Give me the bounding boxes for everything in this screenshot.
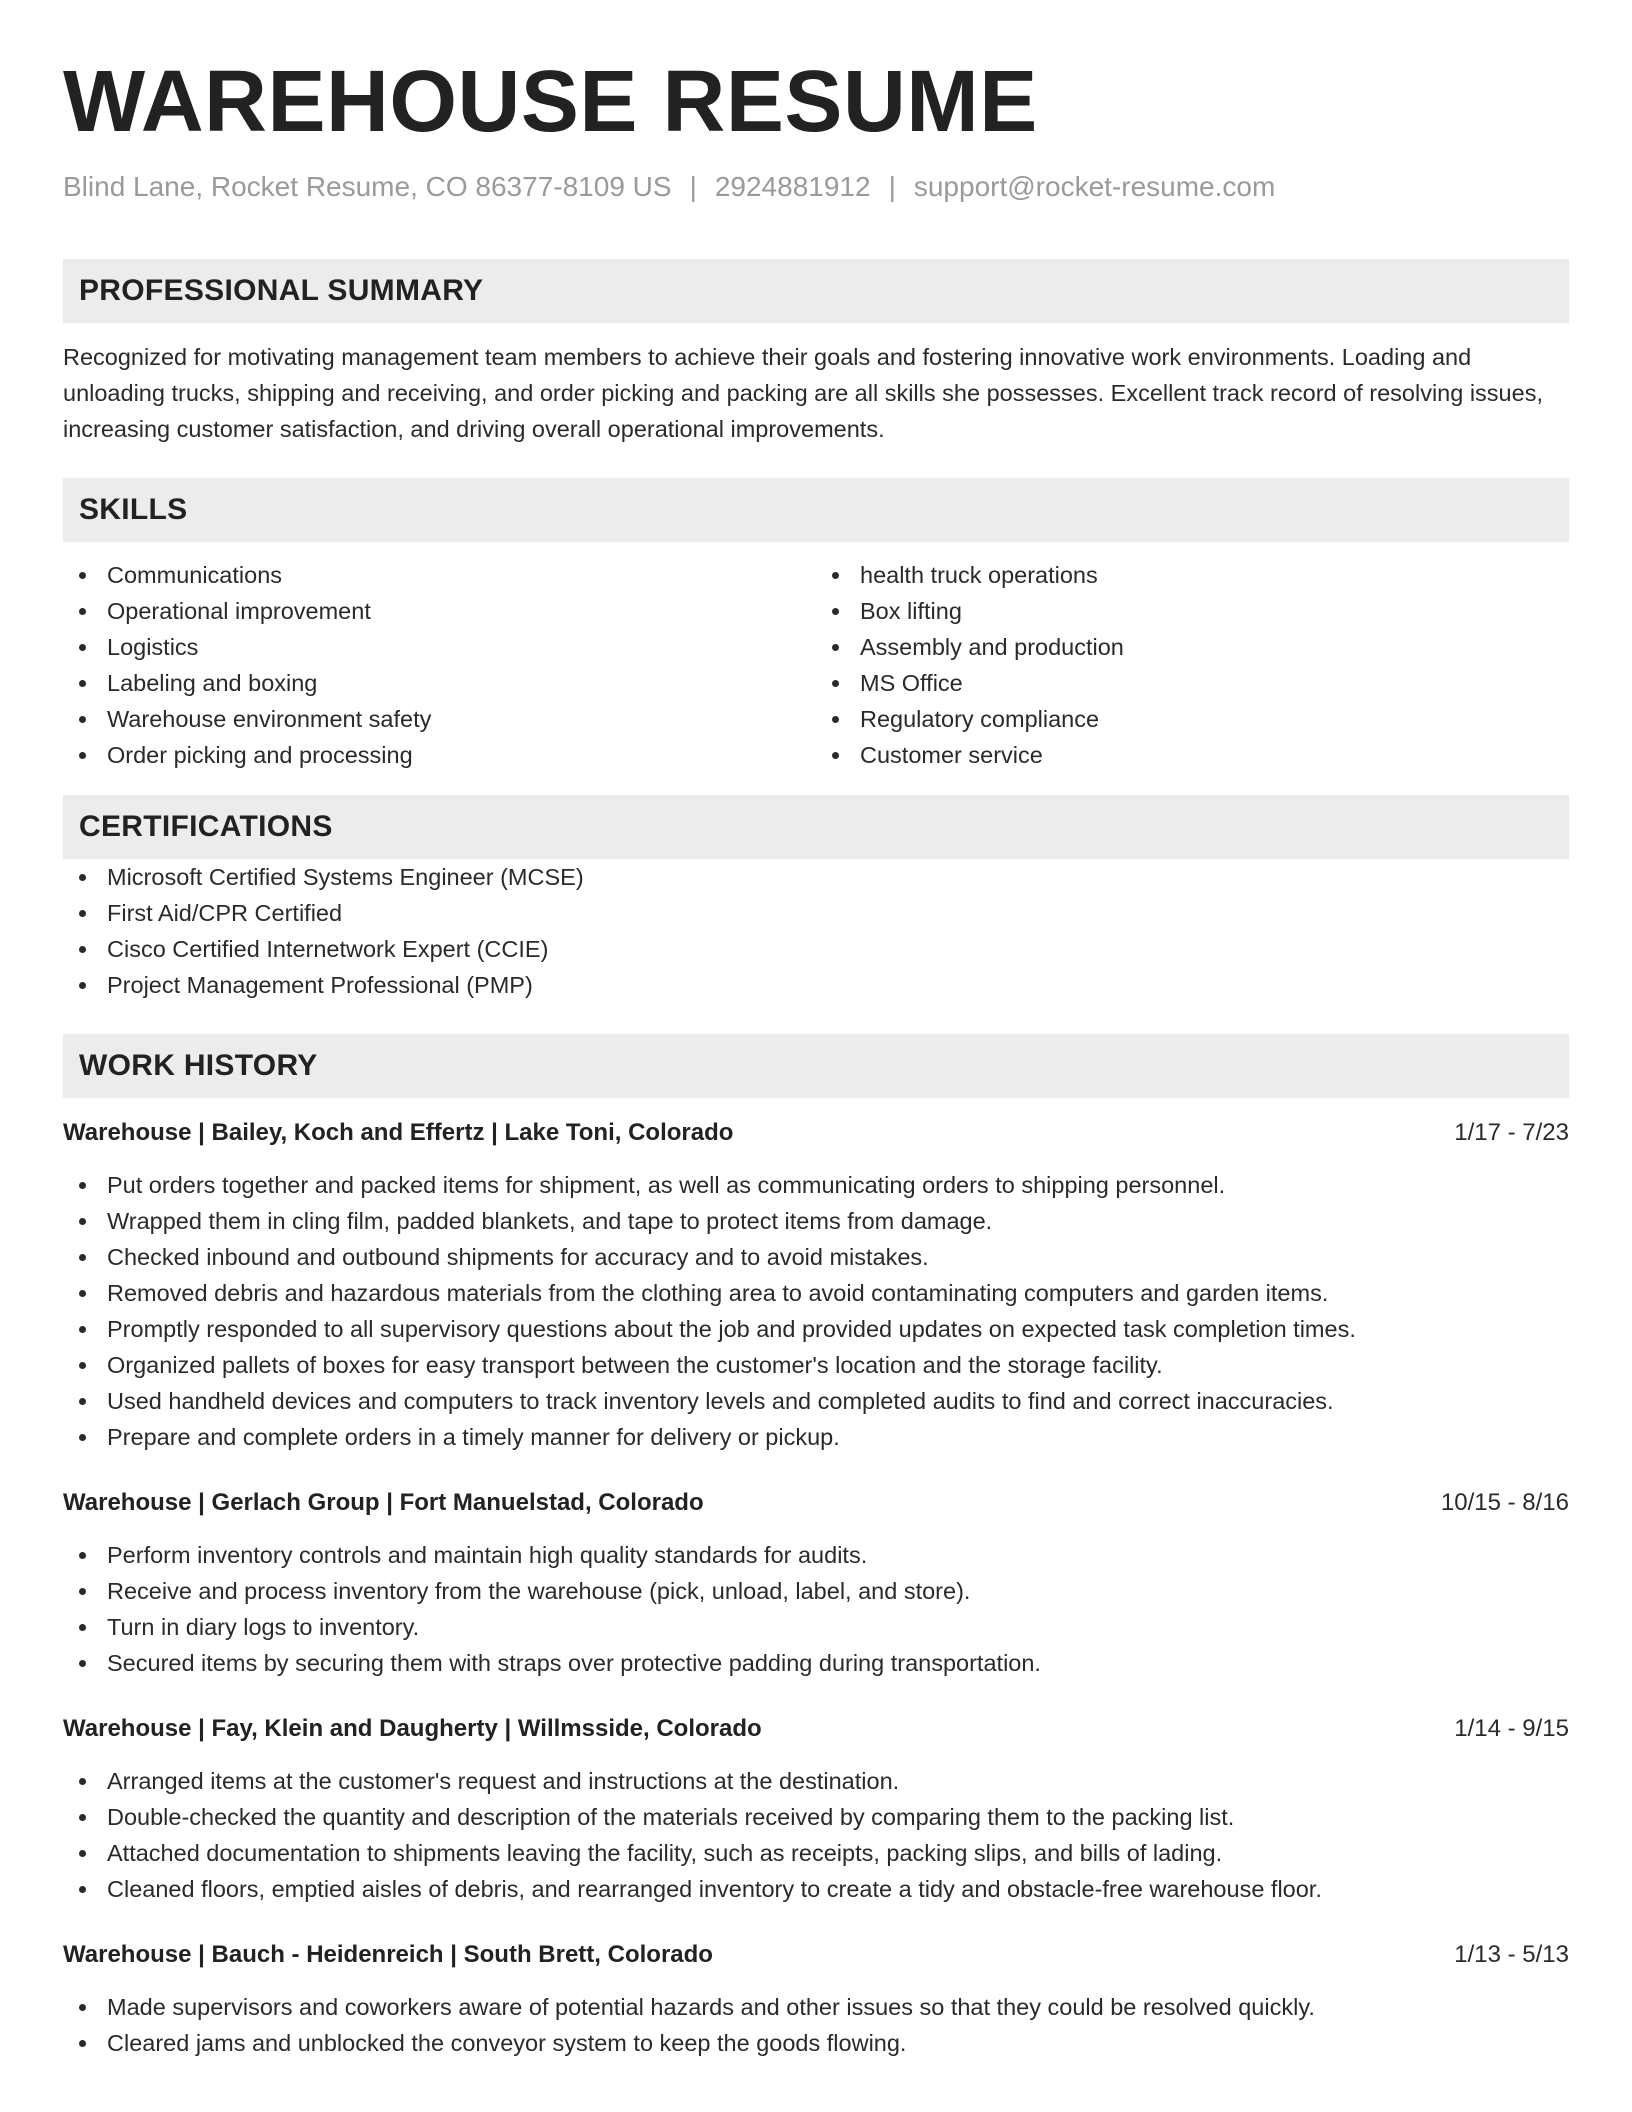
- job-duty-item: Turn in diary logs to inventory.: [63, 1609, 1569, 1645]
- job-duty-item: Secured items by securing them with straps over protective padding during transportation.: [63, 1645, 1569, 1681]
- skill-item: Warehouse environment safety: [63, 701, 816, 737]
- job-header: [63, 1937, 1569, 1973]
- summary-text: Recognized for motivating management team members to achieve their goals and fostering innovative work environments. Loading and unloading trucks, shipping and receiving, and order picking and packing are all skills she possesses. Excellent track record of resolving issues, increasing customer satisfaction, and driving overall operational improvements.: [63, 344, 1543, 442]
- skill-item: Order picking and processing: [63, 737, 816, 773]
- certification-item: Project Management Professional (PMP): [63, 967, 1569, 1003]
- skill-item: Regulatory compliance: [816, 701, 1569, 737]
- job-dates: 1/13 - 5/13: [1454, 1941, 1569, 1968]
- skill-item: Operational improvement: [63, 593, 816, 629]
- job-duty-item: Cleaned floors, emptied aisles of debris, and rearranged inventory to create a tidy and obstacle-free warehouse floor.: [63, 1871, 1569, 1907]
- contact-line: [63, 170, 1569, 204]
- certification-item: Cisco Certified Internetwork Expert (CCIE): [63, 931, 1569, 967]
- job-dates: 10/15 - 8/16: [1440, 1489, 1569, 1516]
- skill-item: health truck operations: [816, 557, 1569, 593]
- job-header: [63, 1485, 1569, 1521]
- skills-column-right: [816, 557, 1569, 773]
- job-duty-item: Receive and process inventory from the warehouse (pick, unload, label, and store).: [63, 1573, 1569, 1609]
- contact-address: Blind Lane, Rocket Resume, CO 86377-8109 US: [63, 171, 672, 202]
- contact-email: support@rocket-resume.com: [913, 171, 1276, 202]
- certifications-heading: CERTIFICATIONS: [63, 795, 1569, 859]
- job-header: [63, 1115, 1569, 1151]
- contact-phone: 2924881912: [714, 171, 871, 202]
- job-duty-item: Prepare and complete orders in a timely manner for delivery or pickup.: [63, 1419, 1569, 1455]
- job-duty-item: Made supervisors and coworkers aware of potential hazards and other issues so that they could be resolved quickly.: [63, 1989, 1569, 2025]
- job-duties: [63, 1989, 1569, 2061]
- job-title: Warehouse | Fay, Klein and Daugherty | Willmsside, Colorado: [63, 1715, 762, 1742]
- certification-item: First Aid/CPR Certified: [63, 895, 1569, 931]
- job-duties: [63, 1763, 1569, 1907]
- certification-item: Microsoft Certified Systems Engineer (MCSE): [63, 859, 1569, 895]
- job-title: Warehouse | Gerlach Group | Fort Manuelstad, Colorado: [63, 1489, 704, 1516]
- job-header: [63, 1711, 1569, 1747]
- job-duty-item: Promptly responded to all supervisory questions about the job and provided updates on expected task completion times.: [63, 1311, 1569, 1347]
- job-duty-item: Arranged items at the customer's request and instructions at the destination.: [63, 1763, 1569, 1799]
- job-duty-item: Removed debris and hazardous materials from the clothing area to avoid contaminating computers and garden items.: [63, 1275, 1569, 1311]
- summary-heading: PROFESSIONAL SUMMARY: [63, 259, 1569, 323]
- contact-separator: |: [689, 171, 697, 202]
- resume-title: WAREHOUSE RESUME: [63, 53, 1038, 150]
- job-duty-item: Organized pallets of boxes for easy transport between the customer's location and the storage facility.: [63, 1347, 1569, 1383]
- skill-item: Labeling and boxing: [63, 665, 816, 701]
- skill-item: MS Office: [816, 665, 1569, 701]
- job-duty-item: Attached documentation to shipments leaving the facility, such as receipts, packing slips, and bills of lading.: [63, 1835, 1569, 1871]
- job-duty-item: Checked inbound and outbound shipments for accuracy and to avoid mistakes.: [63, 1239, 1569, 1275]
- skill-item: Assembly and production: [816, 629, 1569, 665]
- job-duty-item: Cleared jams and unblocked the conveyor system to keep the goods flowing.: [63, 2025, 1569, 2061]
- skill-item: Logistics: [63, 629, 816, 665]
- job-duties: [63, 1537, 1569, 1681]
- job-entry: [63, 1711, 1569, 1907]
- job-entry: [63, 1485, 1569, 1681]
- job-entry: [63, 1937, 1569, 2061]
- job-duty-item: Double-checked the quantity and description of the materials received by comparing them to the packing list.: [63, 1799, 1569, 1835]
- job-duties: [63, 1167, 1569, 1455]
- skill-item: Communications: [63, 557, 816, 593]
- skill-item: Customer service: [816, 737, 1569, 773]
- job-dates: 1/14 - 9/15: [1454, 1715, 1569, 1742]
- skills-heading: SKILLS: [63, 478, 1569, 542]
- job-duty-item: Used handheld devices and computers to track inventory levels and completed audits to find and correct inaccuracies.: [63, 1383, 1569, 1419]
- skills-column-left: [63, 557, 816, 773]
- job-title: Warehouse | Bauch - Heidenreich | South Brett, Colorado: [63, 1941, 713, 1968]
- work-history-heading: WORK HISTORY: [63, 1034, 1569, 1098]
- contact-separator: |: [888, 171, 896, 202]
- job-title: Warehouse | Bailey, Koch and Effertz | Lake Toni, Colorado: [63, 1119, 734, 1146]
- job-dates: 1/17 - 7/23: [1454, 1119, 1569, 1146]
- job-duty-item: Put orders together and packed items for shipment, as well as communicating orders to shipping personnel.: [63, 1167, 1569, 1203]
- job-duty-item: Perform inventory controls and maintain high quality standards for audits.: [63, 1537, 1569, 1573]
- skills-list: [63, 557, 1569, 773]
- job-entry: [63, 1115, 1569, 1455]
- certifications-list: [63, 859, 1569, 1003]
- skill-item: Box lifting: [816, 593, 1569, 629]
- job-duty-item: Wrapped them in cling film, padded blankets, and tape to protect items from damage.: [63, 1203, 1569, 1239]
